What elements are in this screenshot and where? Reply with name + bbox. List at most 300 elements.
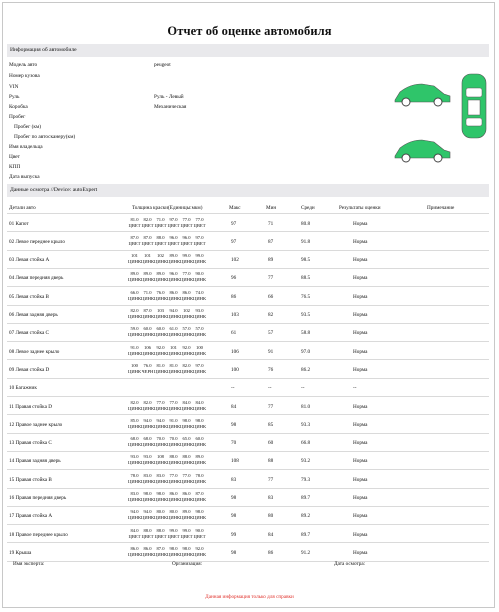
thickness-cell bbox=[141, 454, 154, 465]
thickness-cell bbox=[154, 345, 167, 356]
thickness-cell bbox=[167, 253, 180, 264]
result-value: Норма bbox=[353, 257, 368, 263]
row-divider bbox=[7, 231, 489, 232]
row-divider bbox=[7, 561, 489, 562]
thickness-value: 77.0 bbox=[169, 473, 178, 478]
result-value: Норма bbox=[353, 532, 368, 538]
info-label: КПП bbox=[9, 164, 21, 170]
coating-type: ЦИНК bbox=[180, 551, 194, 557]
thickness-cell bbox=[167, 528, 180, 539]
part-name: 10 Багажник bbox=[9, 385, 37, 391]
thickness-value: 98.0 bbox=[195, 509, 204, 514]
coating-type: ЦИНК bbox=[128, 496, 142, 502]
coating-type: ЦИНК bbox=[154, 459, 168, 465]
thickness-value: 98.0 bbox=[143, 491, 152, 496]
thickness-value: 80.0 bbox=[169, 509, 178, 514]
thickness-value: 87.0 bbox=[195, 491, 204, 496]
thickness-value: 66.0 bbox=[130, 290, 139, 295]
thickness-cell bbox=[167, 308, 180, 319]
thickness-value: 84.0 bbox=[195, 400, 204, 405]
thickness-value: 57.0 bbox=[195, 326, 204, 331]
row-divider bbox=[7, 250, 489, 251]
thickness-cell bbox=[180, 217, 193, 228]
coating-type: ЦВЕТ bbox=[154, 533, 167, 539]
part-name: 04 Левая передняя дверь bbox=[9, 275, 64, 281]
result-value: Норма bbox=[353, 422, 368, 428]
thickness-cell bbox=[180, 546, 193, 557]
thickness-value: 81.0 bbox=[130, 217, 139, 222]
part-name: 09 Левая стойка D bbox=[9, 367, 50, 373]
row-divider bbox=[7, 396, 489, 397]
thickness-value: 86.0 bbox=[169, 290, 178, 295]
coating-type: ЦИНК bbox=[167, 258, 181, 264]
thickness-value: 99.0 bbox=[195, 253, 204, 258]
part-name: 08 Левое заднее крыло bbox=[9, 349, 60, 355]
part-name: 11 Правая стойка D bbox=[9, 404, 52, 410]
thickness-cell bbox=[128, 290, 141, 301]
thickness-cell bbox=[167, 418, 180, 429]
thickness-value: 94.0 bbox=[156, 418, 165, 423]
coating-type: ЦВЕТ bbox=[180, 222, 193, 228]
thickness-value: 89.0 bbox=[143, 271, 152, 276]
thickness-cell bbox=[167, 546, 180, 557]
min-value: 88 bbox=[268, 458, 274, 464]
thickness-value: 89.0 bbox=[195, 454, 204, 459]
coating-type: ЦИНК bbox=[141, 313, 155, 319]
thickness-cell bbox=[154, 436, 167, 447]
result-value: Норма bbox=[353, 330, 368, 336]
part-name: 14 Правая задняя дверь bbox=[9, 458, 61, 464]
coating-type: ЦИНК bbox=[180, 496, 194, 502]
coating-type: ЦИНК bbox=[128, 276, 142, 282]
info-label: Цвет bbox=[9, 154, 20, 160]
coating-type: ЦВЕТ bbox=[141, 240, 154, 246]
thickness-value: 98.0 bbox=[195, 418, 204, 423]
thickness-cell bbox=[180, 436, 193, 447]
thickness-value: 60.0 bbox=[156, 326, 165, 331]
row-divider bbox=[7, 341, 489, 342]
coating-type: ЦИНК bbox=[128, 423, 142, 429]
thickness-cell bbox=[180, 491, 193, 502]
coating-type: ЦИНК bbox=[154, 405, 168, 411]
coating-type: ЦИНК bbox=[141, 441, 155, 447]
thickness-cell bbox=[154, 546, 167, 557]
thickness-cell bbox=[154, 454, 167, 465]
coating-type: ЦИНК bbox=[154, 295, 168, 301]
thickness-cell bbox=[141, 235, 154, 246]
inspection-date-label: Дата осмотра: bbox=[334, 561, 366, 567]
thickness-value: 97.0 bbox=[195, 363, 204, 368]
thickness-cell bbox=[167, 363, 180, 374]
row-divider bbox=[7, 524, 489, 525]
coating-type: ЦИНК bbox=[154, 258, 168, 264]
thickness-cell bbox=[193, 345, 206, 356]
coating-type: ЦВЕТ bbox=[180, 533, 193, 539]
coating-type: ЦИНК bbox=[154, 551, 168, 557]
thickness-value: 89.0 bbox=[169, 253, 178, 258]
result-value: Норма bbox=[353, 221, 368, 227]
coating-type: ЦВЕТ bbox=[193, 533, 206, 539]
max-value: 70 bbox=[231, 440, 237, 446]
thickness-value: 99.0 bbox=[182, 528, 191, 533]
avg-value: 91.8 bbox=[301, 239, 311, 245]
row-divider bbox=[7, 451, 489, 452]
result-value: -- bbox=[353, 385, 357, 391]
info-label: Руль bbox=[9, 94, 20, 100]
thickness-cell bbox=[154, 418, 167, 429]
avg-value: 80.8 bbox=[301, 221, 311, 227]
vehicle-info-header: Информация об автомобиле bbox=[7, 44, 489, 57]
thickness-cell bbox=[193, 491, 206, 502]
coating-type: ЦИНК bbox=[141, 459, 155, 465]
thickness-value: 77.0 bbox=[182, 473, 191, 478]
coating-type: ЦИНК bbox=[128, 441, 142, 447]
info-label: Пробег (км) bbox=[14, 124, 42, 130]
thickness-cell bbox=[128, 454, 141, 465]
row-divider bbox=[7, 469, 489, 470]
coating-type: ЦИНК bbox=[154, 313, 168, 319]
min-value: 77 bbox=[268, 404, 274, 410]
row-divider bbox=[7, 213, 489, 214]
thickness-cell bbox=[154, 509, 167, 520]
thickness-cell bbox=[128, 345, 141, 356]
result-value: Норма bbox=[353, 294, 368, 300]
coating-type: ЦИНК bbox=[180, 405, 194, 411]
thickness-value: 82.0 bbox=[130, 308, 139, 313]
thickness-value: 87.0 bbox=[156, 546, 165, 551]
coating-type: ЦИНК bbox=[141, 295, 155, 301]
coating-type: ЦИНК bbox=[167, 313, 181, 319]
info-label: Коробка bbox=[9, 104, 28, 110]
coating-type: ЦИНК bbox=[128, 295, 142, 301]
thickness-cell bbox=[141, 491, 154, 502]
result-value: Норма bbox=[353, 513, 368, 519]
thickness-value: 68.0 bbox=[143, 436, 152, 441]
coating-type: ЦИНК bbox=[193, 551, 207, 557]
row-divider bbox=[7, 506, 489, 507]
thickness-cell bbox=[167, 290, 180, 301]
avg-value: 89.7 bbox=[301, 495, 311, 501]
result-value: Норма bbox=[353, 275, 368, 281]
col-thickness-header: Толщина краски(Единицы:мкм) bbox=[132, 205, 203, 211]
coating-type: ЦИНК bbox=[180, 295, 194, 301]
part-name: 17 Правая стойка А bbox=[9, 513, 53, 519]
result-value: Норма bbox=[353, 312, 368, 318]
thickness-cell bbox=[141, 546, 154, 557]
thickness-value: 83.0 bbox=[156, 473, 165, 478]
thickness-value: 101 bbox=[131, 253, 138, 258]
coating-type: ЦИНК bbox=[167, 423, 181, 429]
thickness-cell bbox=[193, 436, 206, 447]
thickness-value: 102 bbox=[157, 253, 164, 258]
coating-type: ЦИНК bbox=[167, 350, 181, 356]
thickness-value: 92.0 bbox=[182, 345, 191, 350]
coating-type: ЦВЕТ bbox=[128, 222, 141, 228]
max-value: 100 bbox=[231, 367, 239, 373]
coating-type: ЦИНК bbox=[167, 276, 181, 282]
result-value: Норма bbox=[353, 495, 368, 501]
coating-type: ЦИНК bbox=[180, 313, 194, 319]
thickness-cell bbox=[193, 473, 206, 484]
coating-type: ЦИНК bbox=[154, 368, 168, 374]
coating-type: ЦИНК bbox=[180, 350, 194, 356]
info-label: Пробег по автосканеру(км) bbox=[14, 134, 76, 140]
thickness-cell bbox=[193, 363, 206, 374]
max-value: 106 bbox=[231, 349, 239, 355]
thickness-cell bbox=[141, 418, 154, 429]
thickness-cell bbox=[141, 400, 154, 411]
col-avg-header: Средн bbox=[301, 205, 315, 211]
thickness-value: 90.0 bbox=[195, 271, 204, 276]
coating-type: ЦИНК bbox=[141, 405, 155, 411]
part-name: 01 Капот bbox=[9, 221, 29, 227]
thickness-cell bbox=[141, 528, 154, 539]
thickness-value: 96.0 bbox=[169, 235, 178, 240]
thickness-value: 97.0 bbox=[169, 217, 178, 222]
thickness-value: 98.0 bbox=[169, 546, 178, 551]
coating-type: ЦИНК bbox=[193, 441, 207, 447]
part-name: 13 Правая стойка С bbox=[9, 440, 52, 446]
thickness-value: 108 bbox=[157, 454, 164, 459]
info-label: VIN bbox=[9, 84, 19, 90]
part-name: 05 Левая стойка В bbox=[9, 294, 50, 300]
car-top-view-icon bbox=[462, 74, 486, 138]
thickness-value: 99.0 bbox=[169, 528, 178, 533]
coating-type: ЦИНК bbox=[141, 478, 155, 484]
thickness-cell bbox=[154, 363, 167, 374]
thickness-cell bbox=[193, 509, 206, 520]
min-value: 80 bbox=[268, 513, 274, 519]
thickness-value: 92.0 bbox=[156, 345, 165, 350]
thickness-cell bbox=[128, 363, 141, 374]
row-divider bbox=[7, 268, 489, 269]
coating-type: ЦИНК bbox=[154, 514, 168, 520]
thickness-value: 85.0 bbox=[130, 418, 139, 423]
info-label: Пробег bbox=[9, 114, 26, 120]
thickness-cell bbox=[167, 217, 180, 228]
thickness-value: 89.0 bbox=[182, 509, 191, 514]
coating-type: ЦВЕТ bbox=[167, 222, 180, 228]
thickness-value: 93.0 bbox=[143, 454, 152, 459]
thickness-cell bbox=[193, 308, 206, 319]
part-name: 06 Левая задняя дверь bbox=[9, 312, 58, 318]
min-value: 82 bbox=[268, 312, 274, 318]
avg-value: 93.2 bbox=[301, 458, 311, 464]
thickness-cell bbox=[141, 473, 154, 484]
row-divider bbox=[7, 433, 489, 434]
thickness-value: 76.0 bbox=[156, 290, 165, 295]
thickness-value: 84.0 bbox=[130, 528, 139, 533]
thickness-cell bbox=[180, 454, 193, 465]
coating-type: ЦИНК bbox=[167, 331, 181, 337]
col-min-header: Мин bbox=[266, 205, 277, 211]
thickness-value: 71.0 bbox=[156, 217, 165, 222]
coating-type: ЦВЕТ bbox=[154, 222, 167, 228]
thickness-cell bbox=[167, 235, 180, 246]
avg-value: 91.2 bbox=[301, 550, 311, 556]
result-value: Норма bbox=[353, 367, 368, 373]
thickness-value: 88.0 bbox=[156, 235, 165, 240]
car-diagram bbox=[392, 62, 492, 178]
thickness-value: 77.0 bbox=[156, 400, 165, 405]
thickness-value: 83.0 bbox=[130, 491, 139, 496]
organization-label: Организация: bbox=[172, 561, 203, 567]
coating-type: ЦВЕТ bbox=[180, 240, 193, 246]
coating-type: ЦИНК bbox=[167, 514, 181, 520]
thickness-cell bbox=[128, 400, 141, 411]
part-name: 12 Правое заднее крыло bbox=[9, 422, 63, 428]
result-value: Норма bbox=[353, 477, 368, 483]
reference-footnote: Данная информация только для справки bbox=[205, 594, 294, 600]
thickness-value: 87.0 bbox=[130, 235, 139, 240]
thickness-cell bbox=[128, 253, 141, 264]
thickness-value: 82.0 bbox=[130, 400, 139, 405]
part-name: 19 Крыша bbox=[9, 550, 32, 556]
max-value: 86 bbox=[231, 294, 237, 300]
info-label: Дата выпуска bbox=[9, 174, 40, 180]
coating-type: ЦИНК bbox=[167, 405, 181, 411]
max-value: 108 bbox=[231, 458, 239, 464]
coating-type: ЦИНК bbox=[193, 276, 207, 282]
coating-type: ЦВЕТ bbox=[128, 240, 141, 246]
thickness-cell bbox=[128, 217, 141, 228]
thickness-cell bbox=[128, 473, 141, 484]
expert-name-label: Имя эксперта: bbox=[13, 561, 45, 567]
thickness-cell bbox=[180, 363, 193, 374]
thickness-cell bbox=[193, 290, 206, 301]
max-value: 102 bbox=[231, 257, 239, 263]
thickness-value: 94.0 bbox=[130, 509, 139, 514]
min-value: 87 bbox=[268, 239, 274, 245]
thickness-value: 98.0 bbox=[156, 491, 165, 496]
min-value: 66 bbox=[268, 294, 274, 300]
coating-type: ЦИНК bbox=[141, 496, 155, 502]
avg-value: 97.0 bbox=[301, 349, 311, 355]
thickness-value: 87.0 bbox=[143, 235, 152, 240]
thickness-cell bbox=[154, 473, 167, 484]
thickness-value: 88.0 bbox=[156, 528, 165, 533]
coating-type: ЦИНК bbox=[141, 258, 155, 264]
thickness-cell bbox=[141, 436, 154, 447]
coating-type: ЦИНК bbox=[141, 350, 155, 356]
coating-type: ЦИНК bbox=[141, 423, 155, 429]
thickness-value: 57.0 bbox=[182, 326, 191, 331]
coating-type: ЦВЕТ bbox=[154, 240, 167, 246]
max-value: 98 bbox=[231, 422, 237, 428]
thickness-cell bbox=[193, 454, 206, 465]
thickness-cell bbox=[141, 509, 154, 520]
thickness-cell bbox=[193, 235, 206, 246]
thickness-value: 70.0 bbox=[156, 436, 165, 441]
coating-type: ЦИНК bbox=[193, 368, 207, 374]
coating-type: ЦИНК bbox=[141, 331, 155, 337]
report-title: Отчет об оценке автомобиля bbox=[167, 24, 332, 38]
coating-type: ЦИНК bbox=[141, 276, 155, 282]
thickness-cell bbox=[167, 345, 180, 356]
thickness-value: 103 bbox=[157, 308, 164, 313]
thickness-value: 77.0 bbox=[169, 400, 178, 405]
thickness-value: 100 bbox=[131, 363, 138, 368]
part-name: 03 Левая стойка А bbox=[9, 257, 50, 263]
max-value: 98 bbox=[231, 513, 237, 519]
coating-type: ЦИНК bbox=[128, 405, 142, 411]
min-value: 77 bbox=[268, 477, 274, 483]
min-value: -- bbox=[268, 385, 272, 391]
avg-value: 88.5 bbox=[301, 275, 311, 281]
part-name: 02 Левое переднее крыло bbox=[9, 239, 65, 245]
thickness-cell bbox=[141, 345, 154, 356]
coating-type: ЦИНК bbox=[180, 331, 194, 337]
thickness-cell bbox=[154, 491, 167, 502]
thickness-value: 82.0 bbox=[182, 363, 191, 368]
thickness-value: 98.0 bbox=[182, 418, 191, 423]
coating-type: ЦИНК bbox=[128, 551, 142, 557]
avg-value: 66.8 bbox=[301, 440, 311, 446]
thickness-value: 84.0 bbox=[182, 400, 191, 405]
max-value: 98 bbox=[231, 495, 237, 501]
thickness-value: 93.0 bbox=[195, 308, 204, 313]
thickness-value: 74.0 bbox=[195, 290, 204, 295]
thickness-cell bbox=[154, 235, 167, 246]
coating-type: ЦИНК bbox=[180, 441, 194, 447]
col-note-header: Примечание bbox=[427, 205, 455, 211]
thickness-value: 91.0 bbox=[130, 345, 139, 350]
thickness-value: 88.0 bbox=[169, 454, 178, 459]
thickness-cell bbox=[180, 290, 193, 301]
thickness-value: 89.0 bbox=[156, 271, 165, 276]
coating-type: ЦИНК bbox=[167, 459, 181, 465]
thickness-value: 70.0 bbox=[169, 436, 178, 441]
avg-value: 79.3 bbox=[301, 477, 311, 483]
info-value: peugeot bbox=[154, 62, 171, 68]
coating-type: ЦИНК bbox=[193, 295, 207, 301]
thickness-value: 94.0 bbox=[143, 509, 152, 514]
max-value: 61 bbox=[231, 330, 237, 336]
coating-type: ЦИНК bbox=[167, 478, 181, 484]
coating-type: ЦИНК bbox=[167, 496, 181, 502]
thickness-cell bbox=[141, 217, 154, 228]
thickness-cell bbox=[193, 418, 206, 429]
thickness-cell bbox=[180, 528, 193, 539]
coating-type: ЦИНК bbox=[193, 496, 207, 502]
thickness-value: 60.0 bbox=[143, 326, 152, 331]
thickness-cell bbox=[128, 326, 141, 337]
result-value: Норма bbox=[353, 458, 368, 464]
thickness-cell bbox=[180, 473, 193, 484]
coating-type: ЦИНК bbox=[180, 276, 194, 282]
thickness-cell bbox=[154, 528, 167, 539]
thickness-cell bbox=[141, 290, 154, 301]
col-max-header: Макс bbox=[229, 205, 241, 211]
thickness-cell bbox=[193, 326, 206, 337]
avg-value: 76.5 bbox=[301, 294, 311, 300]
min-value: 71 bbox=[268, 221, 274, 227]
thickness-value: 82.0 bbox=[143, 400, 152, 405]
coating-type: ЦВЕТ bbox=[141, 533, 154, 539]
thickness-cell bbox=[154, 217, 167, 228]
coating-type: ЦИНК bbox=[128, 368, 142, 374]
thickness-value: 106 bbox=[144, 345, 151, 350]
thickness-cell bbox=[180, 308, 193, 319]
max-value: 97 bbox=[231, 221, 237, 227]
thickness-value: 82.0 bbox=[143, 217, 152, 222]
result-value: Норма bbox=[353, 440, 368, 446]
row-divider bbox=[7, 286, 489, 287]
avg-value: 98.5 bbox=[301, 257, 311, 263]
coating-type: ЦВЕТ bbox=[128, 533, 141, 539]
coating-type: ЦИНК bbox=[128, 459, 142, 465]
thickness-cell bbox=[154, 308, 167, 319]
